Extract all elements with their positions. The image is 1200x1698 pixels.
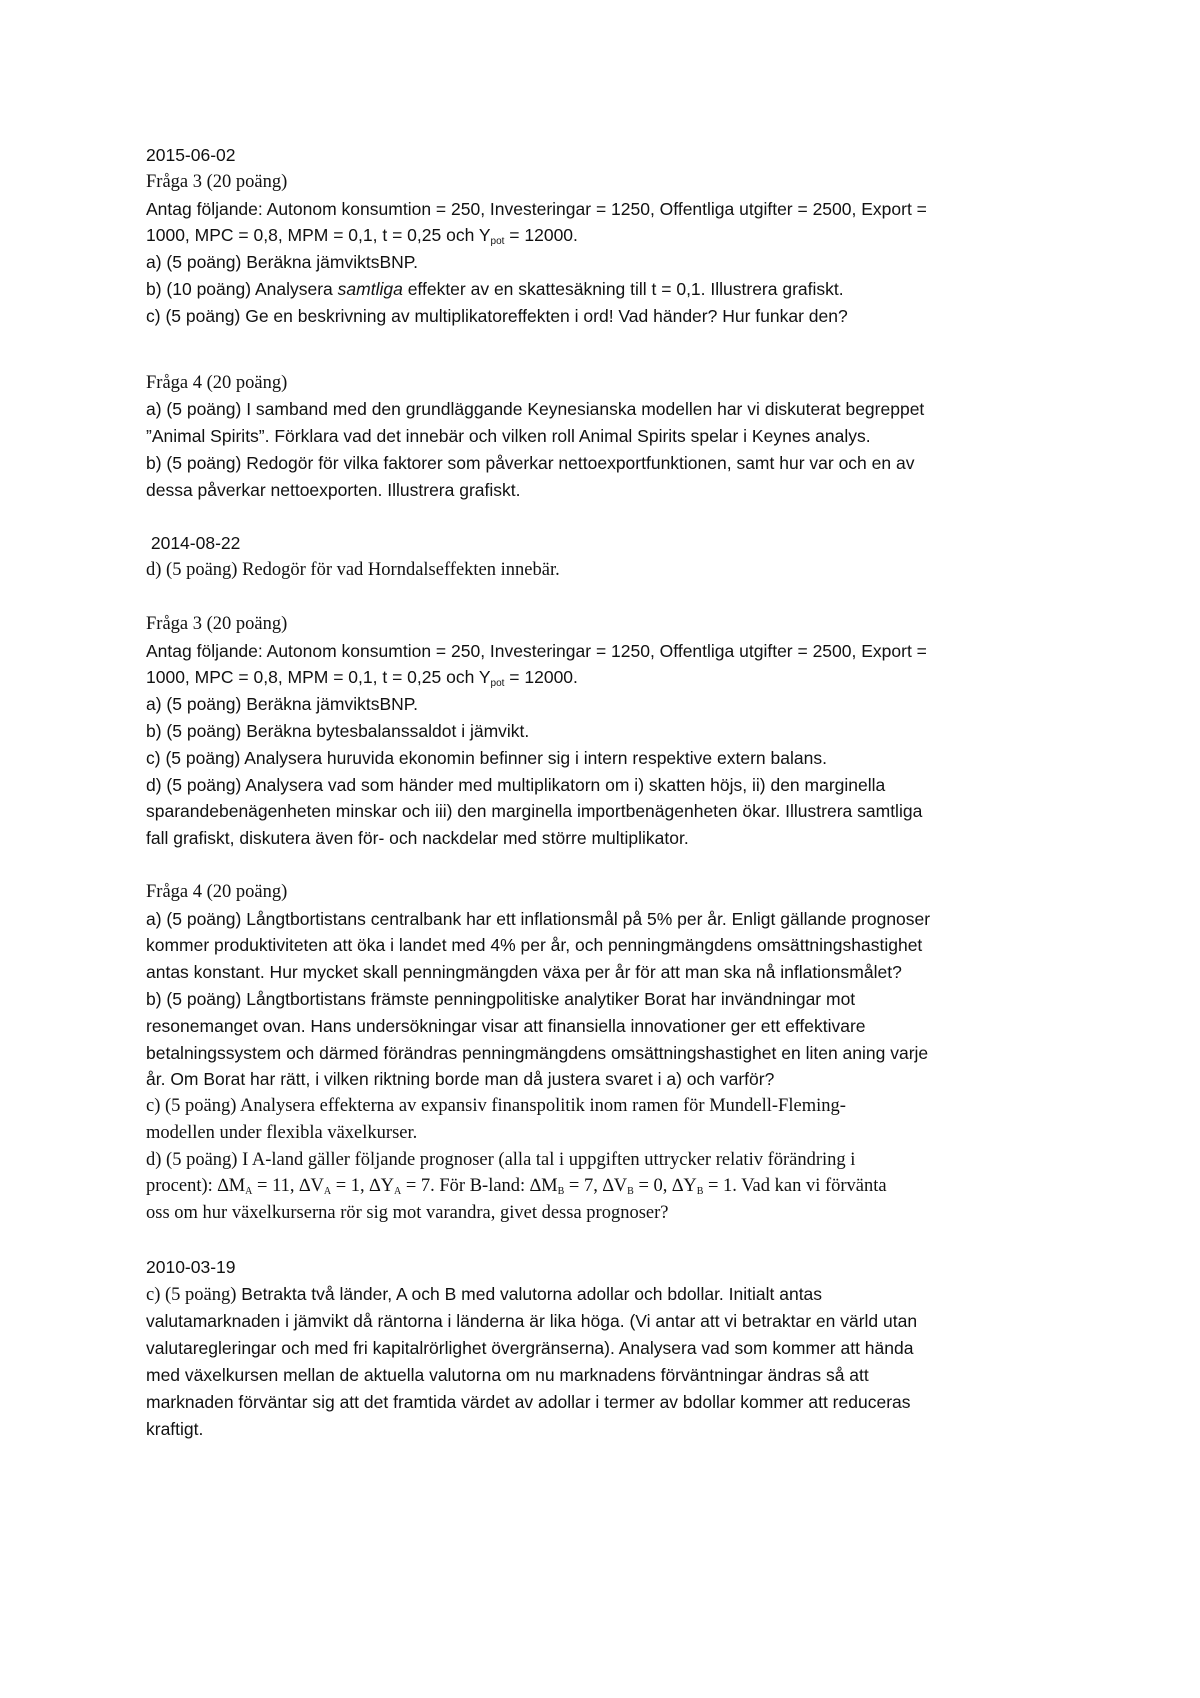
subquestion-a <box>146 906 1066 933</box>
question-text: dessa påverkar nettoexporten. Illustrera grafiskt. <box>146 479 521 500</box>
text-span: Analysera vad som händer med multiplikatorn om i) skatten höjs, ii) den marginella <box>241 774 886 795</box>
points-label: d) (5 poäng) <box>146 774 242 795</box>
points-label: a) (5 poäng) <box>146 694 242 715</box>
points-label: b) (5 poäng) <box>146 452 242 473</box>
emphasis: samtliga <box>337 278 403 299</box>
text-span: Betrakta två länder, A och B med valutorna adollar och bdollar. Initialt antas <box>236 1283 823 1304</box>
subquestion-d: d) (5 poäng) Redogör för vad Horndalseffekten innebär. <box>146 560 560 581</box>
text-span: = 11, ∆V <box>252 1176 324 1197</box>
points-label: c) (5 poäng) <box>146 1284 237 1305</box>
subquestion-c: c) (5 poäng) Analysera effekterna av expansiv finanspolitik inom ramen för Mundell-Fleming- <box>146 1096 846 1117</box>
subscript: pot <box>490 678 505 690</box>
text-span: Analysera <box>251 278 338 299</box>
points-label: a) (5 poäng) <box>146 399 242 420</box>
question-text: antas konstant. Hur mycket skall penningmängden växa per år för att man ska nå inflationsmålet? <box>146 962 902 983</box>
question-text: valutamarknaden i jämvikt då räntorna i länderna är lika höga. (Vi antar att vi betraktar en värld utan <box>146 1311 918 1332</box>
question-title: Fråga 3 (20 poäng) <box>146 171 288 192</box>
text-span: effekter av en skattesäkning till t = 0,1. Illustrera grafiskt. <box>402 278 844 299</box>
spacer <box>146 504 1066 531</box>
points-label: a) (5 poäng) <box>146 908 242 929</box>
question-text <box>146 222 1066 249</box>
spacer <box>146 330 1066 370</box>
subquestion-c: c) (5 poäng) Ge en beskrivning av multiplikatoreffekten i ord! Vad händer? Hur funkar den? <box>146 305 848 326</box>
text-span: Beräkna jämviktsBNP. <box>241 694 419 715</box>
spacer <box>146 852 1066 879</box>
question-text: kraftigt. <box>146 1418 204 1439</box>
question-text: oss om hur växelkurserna rör sig mot varandra, givet dessa prognoser? <box>146 1203 669 1224</box>
exam-date: 2010-03-19 <box>146 1256 236 1277</box>
text-span: = 1, ∆Y <box>331 1176 394 1197</box>
subscript: pot <box>490 236 505 248</box>
question-text <box>146 1173 1066 1200</box>
text-span: Långtbortistans främste penningpolitiske analytiker Borat har invändningar mot <box>241 988 856 1009</box>
subscript: B <box>557 1186 565 1198</box>
subscript: A <box>323 1186 332 1198</box>
text-span: = 7. För B-land: ∆M <box>401 1176 558 1197</box>
text-span: Långtbortistans centralbank har ett inflationsmål på 5% per år. Enligt gällande prognoser <box>241 908 931 929</box>
text-span: = 7, ∆V <box>564 1176 628 1197</box>
exam-date: 2015-06-02 <box>146 145 236 165</box>
text-span: Analysera huruvida ekonomin befinner sig i intern respektive extern balans. <box>240 747 827 768</box>
points-label: b) (10 poäng) <box>146 278 252 299</box>
subquestion-b <box>146 718 1066 745</box>
question-text: betalningssystem och därmed förändras penningmängdens omsättningshastighet en liten aning varje <box>146 1042 929 1063</box>
subquestion-d: d) (5 poäng) I A-land gäller följande prognoser (alla tal i uppgiften uttrycker relativ förändring i <box>146 1149 856 1170</box>
text-span: 1000, MPC = 0,8, MPM = 0,1, t = 0,25 och Y <box>146 225 491 246</box>
text-span: I samband med den grundläggande Keynesianska modellen har vi diskuterat begreppet <box>241 399 925 420</box>
text-span: = 12000. <box>504 667 578 688</box>
subquestion-d <box>146 772 1066 799</box>
subquestion-b <box>146 450 1066 477</box>
spacer <box>146 1227 1066 1254</box>
subquestion-b <box>146 276 1066 303</box>
subquestion-a <box>146 396 1066 423</box>
question-text: resonemanget ovan. Hans undersökningar visar att finansiella innovationer ger ett effektivare <box>146 1015 866 1036</box>
text-span: = 1. Vad kan vi förvänta <box>703 1176 887 1197</box>
subquestion-c <box>146 1281 1066 1309</box>
text-span: = 12000. <box>504 225 578 246</box>
document-page <box>146 142 1066 1442</box>
question-text: valutaregleringar och med fri kapitalrörlighet övergränserna). Analysera vad som kommer att hända <box>146 1338 914 1359</box>
question-title: Fråga 3 (20 poäng) <box>146 613 288 634</box>
subquestion-a <box>146 691 1066 718</box>
question-text: ”Animal Spirits”. Förklara vad det innebär och vilken roll Animal Spirits spelar i Keynes analys. <box>146 426 871 447</box>
question-text: sparandebenägenheten minskar och iii) den marginella importbenägenheten ökar. Illustrera samtliga <box>146 801 923 822</box>
question-text: med växelkursen mellan de aktuella valutorna om nu marknadens förväntningar ändras så att <box>146 1365 869 1386</box>
subquestion-c <box>146 745 1066 772</box>
subquestion-b <box>146 986 1066 1013</box>
subscript: B <box>696 1186 704 1198</box>
points-label: c) (5 poäng) <box>146 747 241 768</box>
points-label: b) (5 poäng) <box>146 988 242 1009</box>
question-title: Fråga 4 (20 poäng) <box>146 881 288 902</box>
subscript: A <box>393 1186 402 1198</box>
text-span: 1000, MPC = 0,8, MPM = 0,1, t = 0,25 och Y <box>146 667 491 688</box>
exam-date: 2014-08-22 <box>146 533 241 554</box>
text-span: Beräkna jämviktsBNP. <box>241 252 419 273</box>
question-text: Antag följande: Autonom konsumtion = 250, Investeringar = 1250, Offentliga utgifter = 2500, Export = <box>146 198 927 219</box>
points-label: b) (5 poäng) <box>146 720 242 741</box>
question-text: fall grafiskt, diskutera även för- och nackdelar med större multiplikator. <box>146 828 689 849</box>
question-text: modellen under flexibla växelkurser. <box>146 1122 418 1143</box>
text-span: procent): ∆M <box>146 1176 246 1197</box>
text-span: Redogör för vilka faktorer som påverkar nettoexportfunktionen, samt hur var och en av <box>241 452 915 473</box>
points-label: a) (5 poäng) <box>146 252 242 273</box>
text-span: Beräkna bytesbalanssaldot i jämvikt. <box>241 720 530 741</box>
question-text <box>146 664 1066 691</box>
spacer <box>146 584 1066 611</box>
question-title: Fråga 4 (20 poäng) <box>146 372 288 393</box>
question-text: Antag följande: Autonom konsumtion = 250, Investeringar = 1250, Offentliga utgifter = 2500, Export = <box>146 640 927 661</box>
text-span: = 0, ∆Y <box>633 1176 697 1197</box>
question-text: år. Om Borat har rätt, i vilken riktning borde man då justera svaret i a) och varför? <box>146 1069 775 1090</box>
subscript: A <box>245 1186 253 1198</box>
question-text: marknaden förväntar sig att det framtida värdet av adollar i termer av bdollar kommer att reduceras <box>146 1391 911 1412</box>
subquestion-a <box>146 249 1066 276</box>
subscript: B <box>627 1186 634 1198</box>
question-text: kommer produktiviteten att öka i landet med 4% per år, och penningmängdens omsättningshastighet <box>146 935 923 956</box>
